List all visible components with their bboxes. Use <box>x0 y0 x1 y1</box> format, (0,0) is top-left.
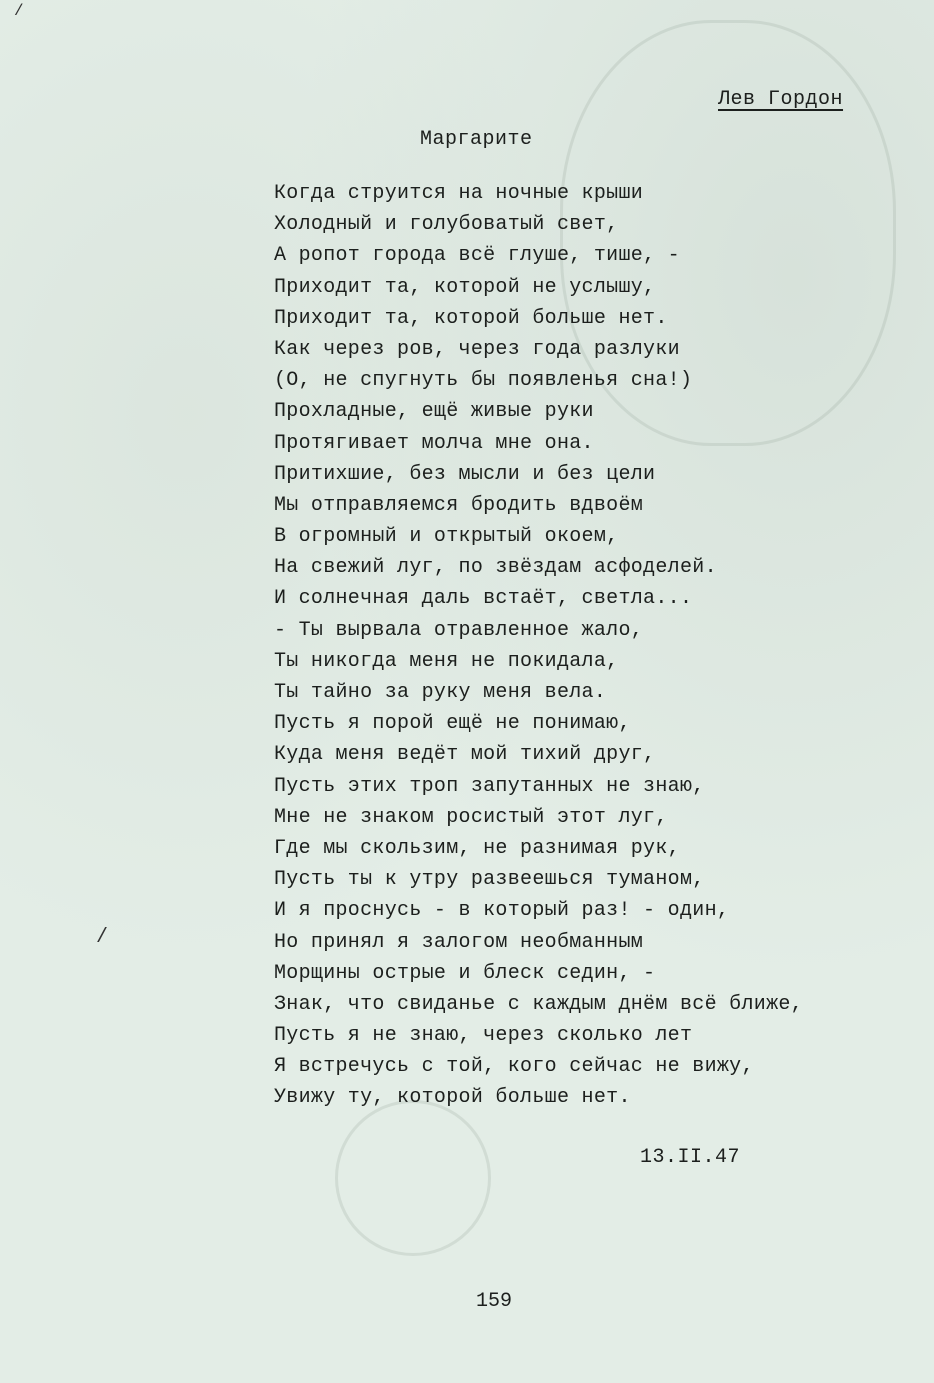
poem-line: И я проснусь - в который раз! - один, <box>274 899 730 923</box>
poem-date: 13.II.47 <box>640 1146 741 1169</box>
poem-line: Когда струится на ночные крыши <box>274 182 644 205</box>
poem-line: А ропот города всё глуше, тише, - <box>274 244 680 268</box>
poem-line: Холодный и голубоватый свет, <box>274 213 619 237</box>
poem-line: Где мы скользим, не разнимая рук, <box>274 836 680 860</box>
poem-line: Куда меня ведёт мой тихий друг, <box>274 743 656 767</box>
poem-line: В огромный и открытый окоем, <box>274 525 619 549</box>
background-stamp-circle <box>335 1100 491 1256</box>
poem-line: Как через ров, через года разлуки <box>274 337 680 361</box>
poem-line: На свежий луг, по звёздам асфоделей. <box>274 556 717 580</box>
poem-line: Мы отправляемся бродить вдвоём <box>274 493 644 517</box>
author-name: Лев Гордон <box>718 88 844 111</box>
poem-line: Увижу ту, которой больше нет. <box>274 1086 631 1110</box>
poem-text <box>274 178 803 1114</box>
poem-line: Протягивает молча мне она. <box>274 431 594 455</box>
scan-mark-slash: / <box>96 926 109 949</box>
poem-line: Ты никогда меня не покидала, <box>274 649 619 673</box>
poem-line: Пусть этих троп запутанных не знаю, <box>274 774 705 798</box>
poem-line: - Ты вырвала отравленное жало, <box>274 618 644 642</box>
poem-line: Морщины острые и блеск седин, - <box>274 961 656 985</box>
poem-line: Ты тайно за руку меня вела. <box>274 681 607 704</box>
poem-line: Притихшие, без мысли и без цели <box>274 462 656 486</box>
page-number: 159 <box>476 1290 513 1313</box>
poem-line: Пусть я порой ещё не понимаю, <box>274 712 631 736</box>
poem-line: Мне не знаком росистый этот луг, <box>274 805 668 829</box>
poem-line: Приходит та, которой не услышу, <box>274 275 656 299</box>
poem-line: Прохладные, ещё живые руки <box>274 400 594 424</box>
poem-title: Маргарите <box>420 128 533 151</box>
poem-line: (О, не спугнуть бы появленья сна!) <box>274 369 693 393</box>
poem-line: И солнечная даль встаёт, светла... <box>274 587 693 611</box>
poem-line: Пусть ты к утру развеешься туманом, <box>274 868 705 892</box>
poem-line: Пусть я не знаю, через сколько лет <box>274 1024 693 1048</box>
poem-line: Я встречусь с той, кого сейчас не вижу, <box>274 1055 754 1079</box>
poem-line: Приходит та, которой больше нет. <box>274 306 668 330</box>
poem-line: Но принял я залогом необманным <box>274 930 644 954</box>
scan-mark-tick: / <box>14 2 24 20</box>
poem-line: Знак, что свиданье с каждым днём всё ближе, <box>274 992 803 1016</box>
